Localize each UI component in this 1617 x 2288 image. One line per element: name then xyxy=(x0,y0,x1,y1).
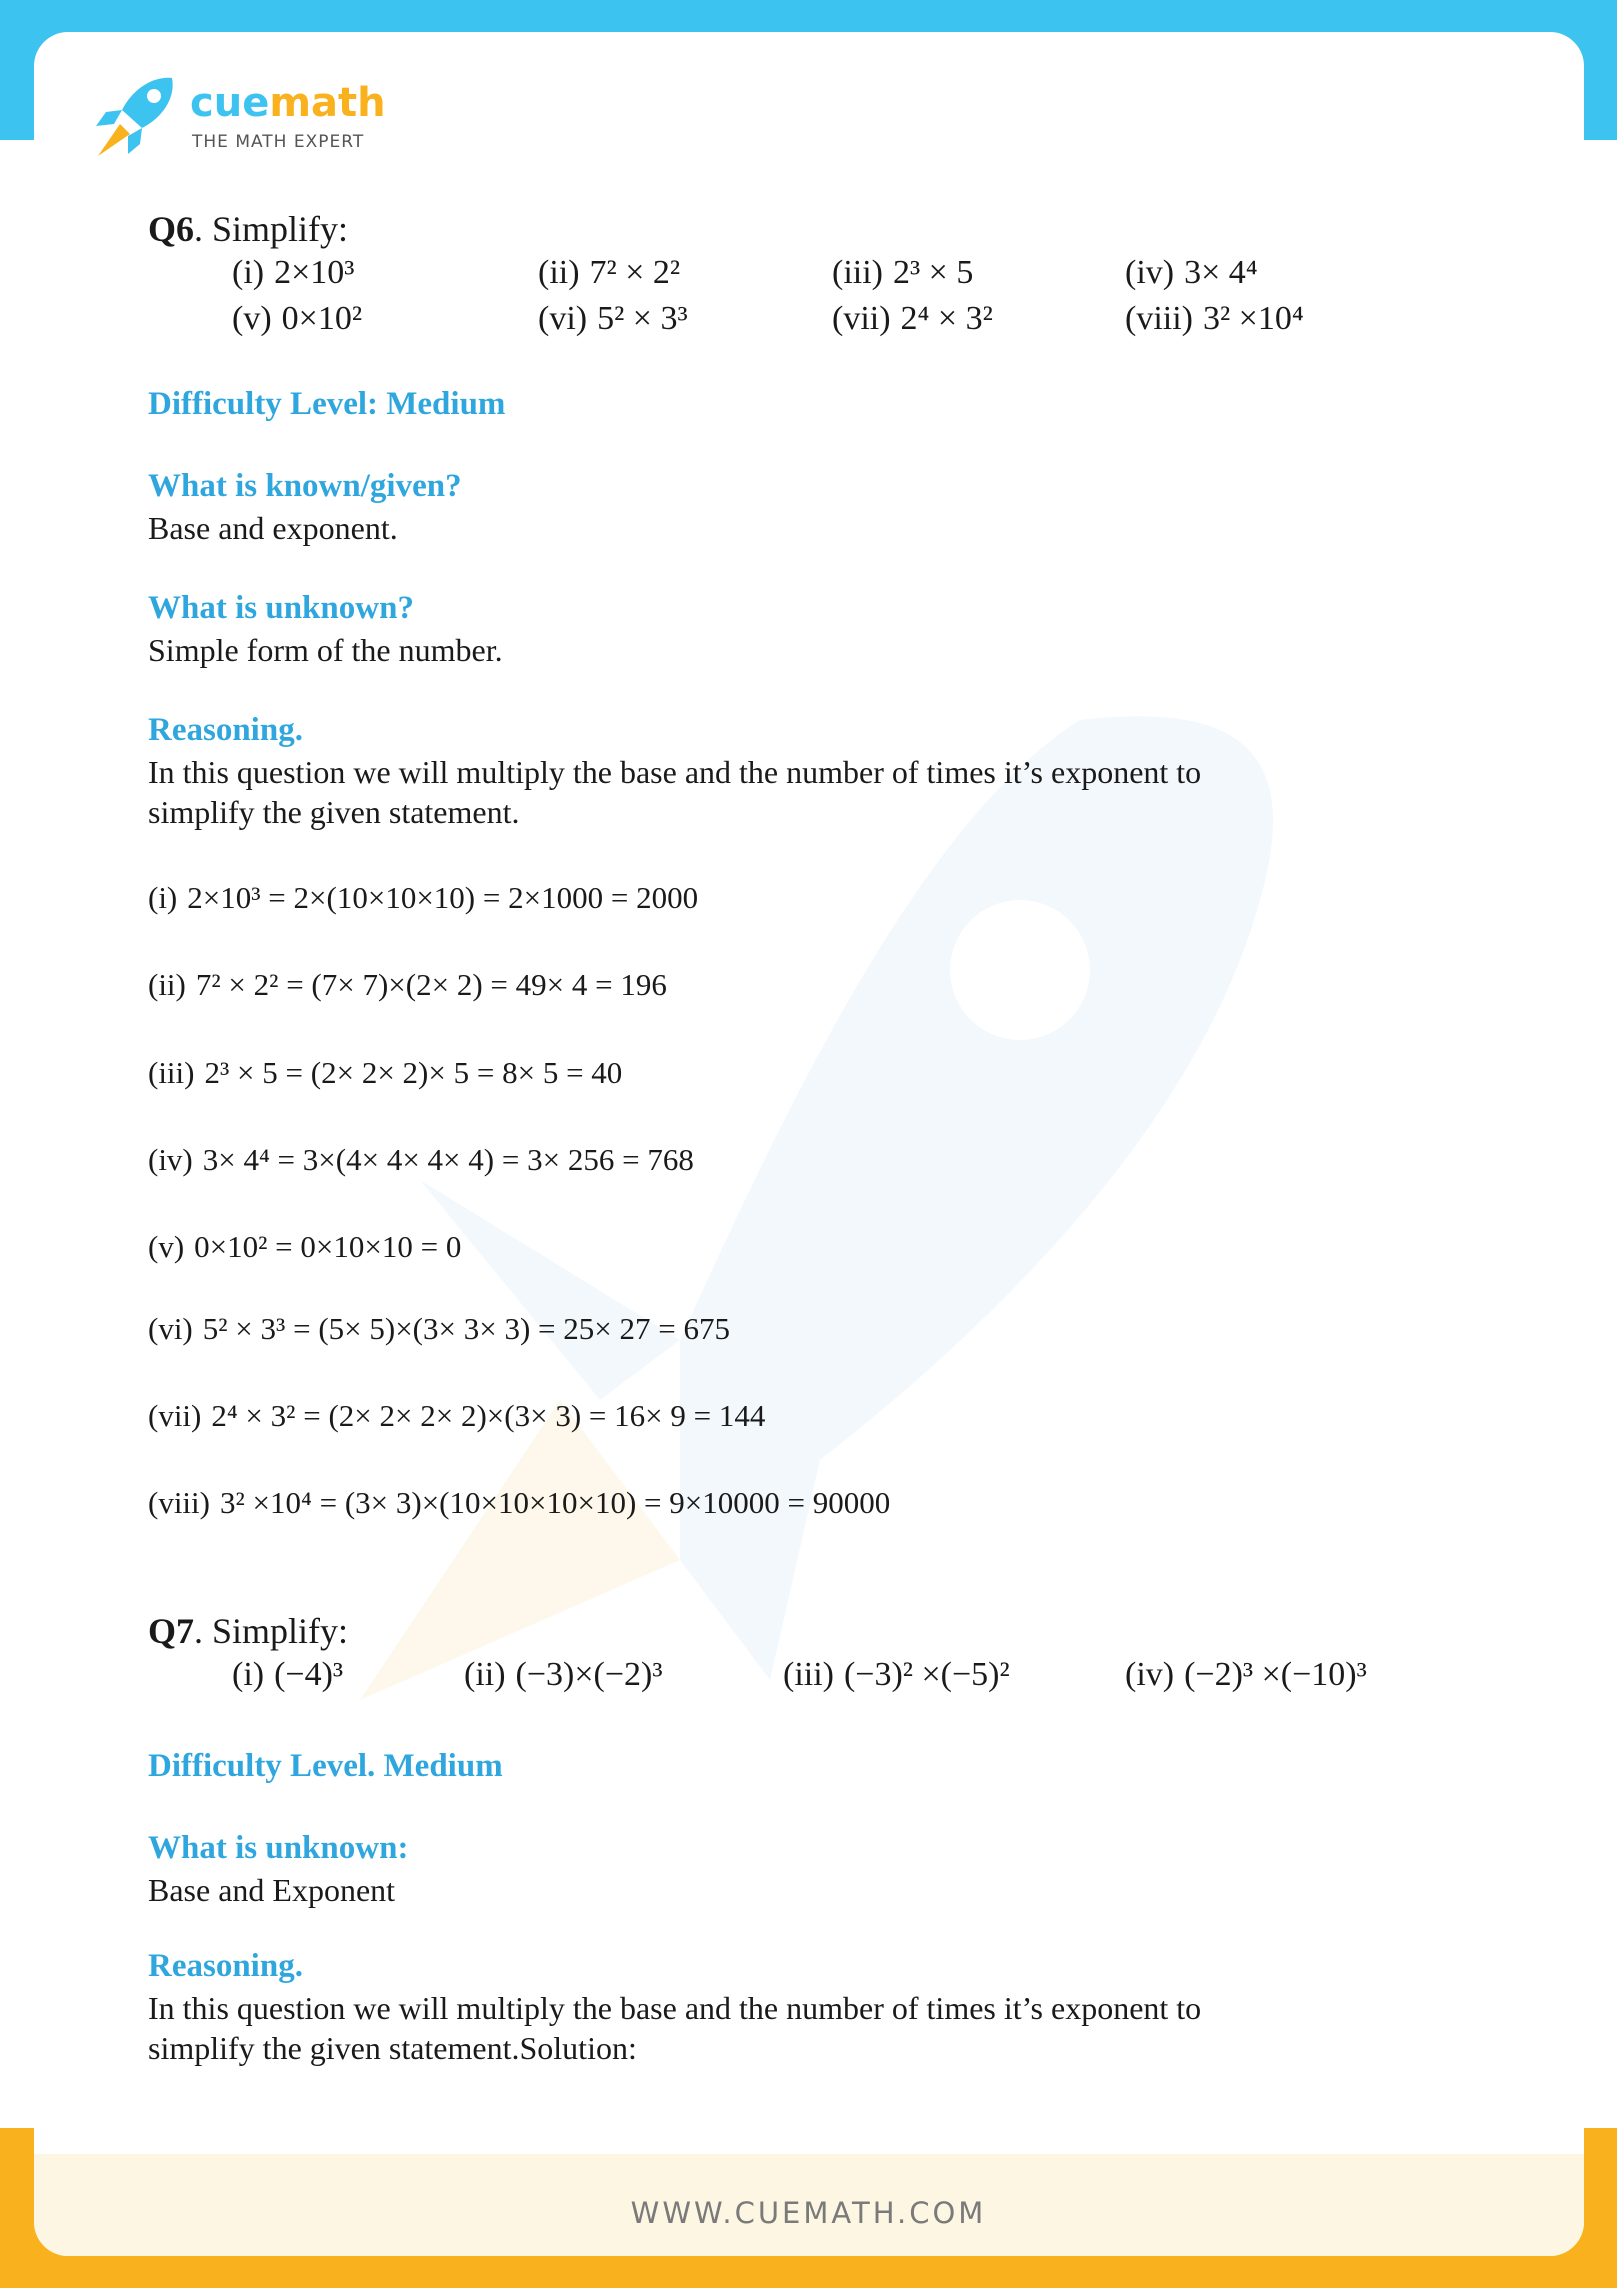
q6-heading: Q6. Simplify: xyxy=(148,209,349,249)
footer-url[interactable]: WWW.CUEMATH.COM xyxy=(630,2196,987,2230)
q7-item: (i) (−4)³ xyxy=(232,1656,344,1693)
q6-item: (vii) 2⁴ × 3² xyxy=(832,300,993,337)
q7-unknown-heading: What is unknown: xyxy=(148,1830,409,1866)
q7-unknown-text: Base and Exponent xyxy=(148,1872,396,1908)
q6-item: (viii) 3² ×10⁴ xyxy=(1125,300,1304,337)
q6-item: (vi) 5² × 3³ xyxy=(538,300,688,337)
rocket-logo-icon xyxy=(92,76,178,158)
q6-solution: (i) 2×10³ = 2×(10×10×10) = 2×1000 = 2000 xyxy=(148,880,699,915)
brand-name: cuemath xyxy=(190,80,386,126)
q6-difficulty: Difficulty Level: Medium xyxy=(148,386,506,422)
q6-item: (v) 0×10² xyxy=(232,300,363,337)
q6-title: Simplify: xyxy=(212,209,349,249)
brand-tagline: THE MATH EXPERT xyxy=(192,132,365,152)
q6-item: (iii) 2³ × 5 xyxy=(832,254,974,291)
q6-reasoning-heading: Reasoning. xyxy=(148,712,303,748)
q6-solution: (viii) 3² ×10⁴ = (3× 3)×(10×10×10×10) = 9×10000 = 90000 xyxy=(148,1485,891,1520)
q6-item: (i) 2×10³ xyxy=(232,254,355,291)
q6-item: (ii) 7² × 2² xyxy=(538,254,681,291)
q7-difficulty: Difficulty Level. Medium xyxy=(148,1748,503,1784)
q6-number: Q6 xyxy=(148,209,195,249)
q6-solution: (iii) 2³ × 5 = (2× 2× 2)× 5 = 8× 5 = 40 xyxy=(148,1055,623,1090)
q7-reasoning-heading: Reasoning. xyxy=(148,1948,303,1984)
q7-reasoning-line: simplify the given statement.Solution: xyxy=(148,2030,637,2066)
q6-known-heading: What is known/given? xyxy=(148,468,462,504)
q6-unknown-text: Simple form of the number. xyxy=(148,632,503,668)
q6-solution: (iv) 3× 4⁴ = 3×(4× 4× 4× 4) = 3× 256 = 768 xyxy=(148,1142,694,1177)
q7-item: (iii) (−3)² ×(−5)² xyxy=(783,1656,1010,1693)
q7-heading: Q7. Simplify: xyxy=(148,1611,349,1651)
q6-solution: (ii) 7² × 2² = (7× 7)×(2× 2) = 49× 4 = 196 xyxy=(148,967,667,1002)
q6-reasoning-line: simplify the given statement. xyxy=(148,794,520,830)
q7-title: Simplify: xyxy=(212,1611,349,1651)
q6-reasoning-line: In this question we will multiply the base and the number of times it’s exponent to xyxy=(148,754,1202,790)
q6-solution: (vi) 5² × 3³ = (5× 5)×(3× 3× 3) = 25× 27 = 675 xyxy=(148,1311,730,1346)
q7-item: (ii) (−3)×(−2)³ xyxy=(464,1656,663,1693)
q6-solution: (vii) 2⁴ × 3² = (2× 2× 2× 2)×(3× 3) = 16× 9 = 144 xyxy=(148,1398,766,1433)
rocket-watermark-icon xyxy=(300,700,1300,1700)
q7-number: Q7 xyxy=(148,1611,195,1651)
q6-item: (iv) 3× 4⁴ xyxy=(1125,254,1258,291)
q7-reasoning-line: In this question we will multiply the base and the number of times it’s exponent to xyxy=(148,1990,1202,2026)
q6-solution: (v) 0×10² = 0×10×10 = 0 xyxy=(148,1229,462,1264)
q7-item: (iv) (−2)³ ×(−10)³ xyxy=(1125,1656,1367,1693)
q6-known-text: Base and exponent. xyxy=(148,510,398,546)
q6-unknown-heading: What is unknown? xyxy=(148,590,414,626)
